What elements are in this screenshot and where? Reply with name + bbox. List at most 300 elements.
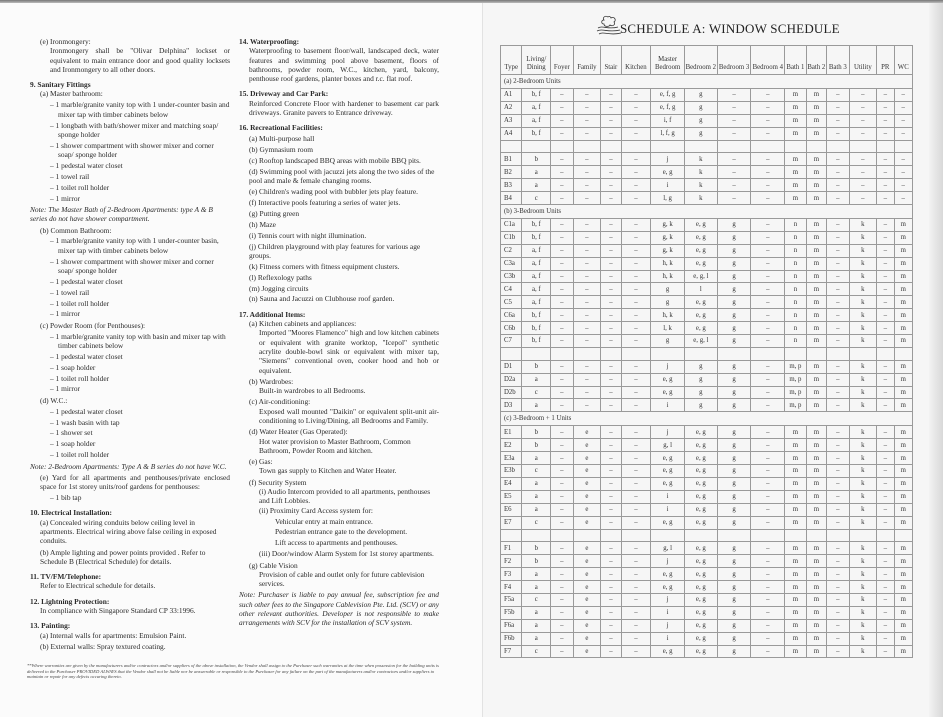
table-cell: m	[894, 335, 912, 348]
table-cell: n	[785, 283, 806, 296]
aircon-text: Exposed wall mounted "Daikin" or equivalent split-unit air-conditioning to Living/Dining, all Bedrooms and Family.	[259, 406, 439, 425]
table-cell: –	[751, 477, 785, 490]
table-cell: –	[877, 399, 894, 412]
table-cell: –	[877, 89, 894, 102]
table-cell: –	[827, 127, 849, 140]
table-cell: –	[877, 296, 894, 309]
table-cell: j	[651, 426, 685, 439]
table-cell: –	[827, 490, 849, 503]
table-cell: g	[717, 219, 751, 232]
table-cell: m	[785, 555, 806, 568]
table-cell: –	[573, 296, 601, 309]
table-cell: –	[751, 322, 785, 335]
table-cell: b	[522, 153, 551, 166]
type-cell: C6a	[501, 309, 522, 322]
table-row	[501, 386, 913, 399]
table-cell: –	[573, 166, 601, 179]
type-cell: A2	[501, 101, 522, 114]
table-cell: –	[621, 360, 651, 373]
list-item: – 1 shower compartment with shower mixer and corner soap/ sponge holder	[30, 257, 230, 276]
table-cell: k	[849, 465, 877, 478]
table-cell: m	[806, 309, 826, 322]
table-cell: e	[573, 606, 601, 619]
type-cell: C7	[501, 335, 522, 348]
table-cell: –	[877, 568, 894, 581]
table-cell: m	[894, 244, 912, 257]
table-cell: j	[651, 555, 685, 568]
table-cell: e, g	[684, 568, 717, 581]
table-cell	[785, 529, 806, 542]
table-cell: g	[717, 490, 751, 503]
table-cell	[651, 347, 685, 360]
table-cell: –	[877, 127, 894, 140]
table-cell: e, g	[651, 166, 685, 179]
table-cell: m, p	[785, 373, 806, 386]
table-cell: b, f	[522, 89, 551, 102]
table-cell: m	[785, 490, 806, 503]
table-cell: –	[751, 516, 785, 529]
column-header: Bath 2	[806, 46, 826, 75]
table-cell: e	[573, 581, 601, 594]
table-cell: –	[751, 283, 785, 296]
type-cell: E5	[501, 490, 522, 503]
list-item: – 1 towel rail	[30, 172, 230, 181]
table-cell: e, g	[684, 581, 717, 594]
table-cell: e	[573, 452, 601, 465]
cable-heading: (g) Cable Vision	[249, 560, 298, 570]
group-label: (c) 3-Bedroom + 1 Units	[501, 412, 913, 426]
wc-note: Note: 2-Bedroom Apartments: Type A & B series do not have W.C.	[30, 461, 227, 471]
group-row	[501, 75, 913, 89]
table-cell: –	[573, 89, 601, 102]
table-cell	[849, 140, 877, 153]
table-cell: –	[827, 465, 849, 478]
table-cell: –	[849, 153, 877, 166]
table-cell: m	[894, 477, 912, 490]
table-cell: –	[573, 257, 601, 270]
list-item: (i) Tennis court with night illumination.	[249, 230, 367, 240]
table-cell: g	[684, 114, 717, 127]
table-cell: –	[717, 127, 751, 140]
table-cell: c	[522, 516, 551, 529]
table-cell: –	[751, 219, 785, 232]
table-cell: e, f, g	[651, 89, 685, 102]
table-cell: –	[551, 153, 573, 166]
painting-title: 13. Painting:	[30, 621, 71, 631]
table-cell: j	[651, 619, 685, 632]
table-cell: a, f	[522, 270, 551, 283]
table-row	[501, 439, 913, 452]
table-cell: b, f	[522, 231, 551, 244]
table-cell: m	[806, 219, 826, 232]
warranty-footnote: **Where warranties are given by the manufacturers and/or contractors and/or suppliers of the above installation, the Vendor shall assign to the Purchaser such warranties at the time when possession for the building units is delivered to the Purchaser PROVIDED ALWAYS that the Vendor shall not be liable nor be answerable or responsible to the Purchaser for any failure on the part of the manufacturers and/or contractors and/or suppliers to maintain or repair for any defects occuring thereto.	[27, 663, 439, 680]
table-cell: –	[717, 89, 751, 102]
table-cell: m	[894, 296, 912, 309]
wc-heading: (d) W.C.:	[40, 395, 68, 405]
list-item: – 1 mirror	[30, 194, 230, 203]
table-cell: –	[751, 632, 785, 645]
table-cell: –	[621, 270, 651, 283]
table-cell: –	[551, 593, 573, 606]
table-cell: –	[751, 192, 785, 205]
kitchen-heading: (a) Kitchen cabinets and appliances:	[249, 319, 357, 329]
table-cell: –	[601, 399, 621, 412]
table-cell: m	[806, 373, 826, 386]
table-row	[501, 542, 913, 555]
table-cell: –	[601, 373, 621, 386]
table-cell	[877, 140, 894, 153]
table-row	[501, 101, 913, 114]
table-cell: –	[877, 593, 894, 606]
table-cell: e	[573, 503, 601, 516]
table-cell: e, g	[684, 516, 717, 529]
table-cell: –	[877, 477, 894, 490]
tv-text: Refer to Electrical schedule for details.	[40, 581, 156, 591]
table-cell: –	[601, 568, 621, 581]
table-cell: –	[877, 101, 894, 114]
table-cell	[877, 529, 894, 542]
table-cell: n	[785, 309, 806, 322]
type-cell: F5b	[501, 606, 522, 619]
table-cell: m	[806, 542, 826, 555]
table-cell: –	[877, 309, 894, 322]
table-cell: –	[849, 101, 877, 114]
table-cell: –	[827, 373, 849, 386]
table-cell: –	[573, 360, 601, 373]
table-cell: –	[877, 257, 894, 270]
table-cell: k	[849, 452, 877, 465]
table-row	[501, 335, 913, 348]
table-cell: –	[601, 632, 621, 645]
table-cell: k	[849, 219, 877, 232]
table-cell: g	[717, 296, 751, 309]
table-cell: –	[717, 192, 751, 205]
table-cell: e, g	[684, 439, 717, 452]
cablevision-note: Note: Purchaser is liable to pay annual fee, subscription fee and such other fees to the Singapore Cablevision Pte. Ltd. (SCV) or any other relevant authorities. Developer is not responsible to make arrangements with SCV for the installation of SCV system.	[239, 590, 439, 628]
table-cell: m	[894, 516, 912, 529]
table-cell: –	[601, 335, 621, 348]
security-iii: (iii) Door/window Alarm System for 1st storey apartments.	[259, 549, 434, 559]
table-cell: –	[621, 322, 651, 335]
type-cell: F4	[501, 581, 522, 594]
table-cell: –	[601, 360, 621, 373]
table-cell: m	[894, 231, 912, 244]
table-cell: e, g	[684, 465, 717, 478]
table-cell: –	[751, 309, 785, 322]
table-cell: k	[684, 192, 717, 205]
table-cell: m	[806, 426, 826, 439]
table-cell: k	[849, 581, 877, 594]
table-cell: m	[806, 465, 826, 478]
table-cell	[806, 529, 826, 542]
table-cell: m	[894, 219, 912, 232]
table-cell: e, g	[684, 296, 717, 309]
type-cell: F3	[501, 568, 522, 581]
table-cell: –	[751, 360, 785, 373]
table-cell: –	[894, 101, 912, 114]
table-row	[501, 153, 913, 166]
table-cell: –	[751, 257, 785, 270]
type-cell: C6b	[501, 322, 522, 335]
table-cell: k	[849, 555, 877, 568]
table-cell: g	[684, 373, 717, 386]
table-cell: c	[522, 192, 551, 205]
table-cell: e, g	[651, 581, 685, 594]
list-item: (j) Children playground with play features for various age groups.	[249, 241, 421, 260]
table-cell: m	[806, 270, 826, 283]
table-cell: m	[785, 477, 806, 490]
table-row	[501, 360, 913, 373]
table-cell: a	[522, 179, 551, 192]
table-cell: m	[806, 581, 826, 594]
schedule-title: SCHEDULE A: WINDOW SCHEDULE	[620, 21, 840, 36]
table-cell: m	[785, 166, 806, 179]
type-cell: F6b	[501, 632, 522, 645]
table-cell: –	[551, 503, 573, 516]
table-cell: –	[751, 89, 785, 102]
table-cell: –	[621, 89, 651, 102]
table-cell: g	[651, 283, 685, 296]
table-cell: a, f	[522, 257, 551, 270]
table-cell: e, g	[684, 309, 717, 322]
table-cell: –	[877, 231, 894, 244]
table-row	[501, 231, 913, 244]
table-cell: –	[827, 244, 849, 257]
table-cell: –	[877, 360, 894, 373]
table-cell: –	[621, 153, 651, 166]
table-cell: –	[827, 360, 849, 373]
table-cell: –	[877, 555, 894, 568]
table-cell	[827, 347, 849, 360]
table-cell: –	[894, 179, 912, 192]
table-cell: m	[894, 373, 912, 386]
table-cell: m	[894, 399, 912, 412]
table-cell: –	[717, 114, 751, 127]
table-cell: k	[849, 439, 877, 452]
electrical-a: (a) Concealed wiring conduits below ceiling level in apartments. Electrical wiring above false ceiling in exposed conduits.	[40, 517, 217, 546]
table-row	[501, 166, 913, 179]
type-cell: E7	[501, 516, 522, 529]
type-cell: D1	[501, 360, 522, 373]
table-cell: –	[551, 101, 573, 114]
table-cell: –	[551, 231, 573, 244]
table-cell: g	[717, 606, 751, 619]
table-cell: –	[751, 490, 785, 503]
spacer-row	[501, 347, 913, 360]
table-cell: –	[877, 179, 894, 192]
table-cell	[573, 140, 601, 153]
common-bath-heading: (b) Common Bathroom:	[40, 225, 112, 235]
painting-b: (b) External walls: Spray textured coating.	[40, 641, 166, 651]
table-cell: g	[717, 581, 751, 594]
table-cell: m	[785, 593, 806, 606]
table-cell: –	[601, 231, 621, 244]
table-cell: l, f, g	[651, 127, 685, 140]
table-cell: k	[849, 309, 877, 322]
table-cell: –	[601, 581, 621, 594]
table-cell: –	[601, 283, 621, 296]
list-item: (l) Reflexology paths	[249, 272, 312, 282]
table-cell: –	[751, 542, 785, 555]
table-cell: m	[806, 231, 826, 244]
table-cell: –	[573, 373, 601, 386]
table-cell: –	[751, 452, 785, 465]
table-cell: k	[849, 399, 877, 412]
table-cell: e, f, g	[651, 101, 685, 114]
table-cell: m	[806, 166, 826, 179]
list-item: – 1 marble/granite vanity top with 1 under-counter basin, mixer tap with timber cabinets below	[30, 236, 230, 255]
painting-a: (a) Internal walls for apartments: Emulsion Paint.	[40, 630, 187, 640]
table-cell: –	[601, 386, 621, 399]
table-row	[501, 322, 913, 335]
table-row	[501, 619, 913, 632]
table-cell: m	[894, 322, 912, 335]
table-cell: –	[551, 373, 573, 386]
table-cell: –	[573, 127, 601, 140]
electrical-b: (b) Ample lighting and power points provided . Refer to Schedule B (Electrical Schedule) for details.	[40, 547, 206, 566]
table-cell: g	[684, 360, 717, 373]
table-cell: –	[877, 373, 894, 386]
type-cell: C1b	[501, 231, 522, 244]
table-cell: –	[551, 114, 573, 127]
table-cell: e	[573, 555, 601, 568]
table-cell: m	[806, 568, 826, 581]
list-item: – 1 shower set	[30, 428, 230, 437]
table-cell: k	[849, 244, 877, 257]
table-cell: b, f	[522, 335, 551, 348]
wardrobes-heading: (b) Wardrobes:	[249, 376, 294, 386]
table-row	[501, 89, 913, 102]
table-cell: –	[827, 270, 849, 283]
table-cell: –	[621, 127, 651, 140]
table-cell: a	[522, 477, 551, 490]
table-cell: –	[551, 257, 573, 270]
table-row	[501, 632, 913, 645]
table-cell: –	[621, 244, 651, 257]
column-header: Bath 1	[785, 46, 806, 75]
table-cell: –	[601, 490, 621, 503]
table-cell: b, f	[522, 219, 551, 232]
driveway-text: Reinforced Concrete Floor with hardener to basement car park driveways. Granite pavers to Entrance driveway.	[249, 98, 439, 118]
table-cell: –	[827, 645, 849, 658]
table-cell: –	[621, 439, 651, 452]
schedule-header	[596, 14, 856, 38]
type-cell: C1a	[501, 219, 522, 232]
list-item: (g) Putting green	[249, 208, 300, 218]
table-cell: m	[894, 619, 912, 632]
table-cell: k	[849, 426, 877, 439]
table-cell: –	[877, 283, 894, 296]
table-cell: m	[806, 153, 826, 166]
table-cell: –	[621, 114, 651, 127]
table-cell: –	[827, 89, 849, 102]
table-cell: m	[806, 386, 826, 399]
lightning-title: 12. Lightning Protection:	[30, 596, 110, 606]
table-cell: a	[522, 503, 551, 516]
list-item: – 1 marble/granite vanity top with 1 under-counter basin and mixer tap with timber cabinets below	[30, 100, 230, 119]
table-cell: g, k	[651, 231, 685, 244]
table-cell: c	[522, 593, 551, 606]
table-cell: –	[621, 606, 651, 619]
table-cell: –	[621, 490, 651, 503]
table-row	[501, 257, 913, 270]
waterproofing-title: 14. Waterproofing:	[239, 37, 300, 46]
type-cell: C4	[501, 283, 522, 296]
table-cell: –	[751, 166, 785, 179]
table-cell: –	[827, 542, 849, 555]
table-cell: k	[849, 386, 877, 399]
table-cell: j	[651, 593, 685, 606]
table-cell: m	[894, 645, 912, 658]
list-item: – 1 toilet roll holder	[30, 299, 230, 308]
table-cell: m	[894, 360, 912, 373]
table-cell: g	[717, 593, 751, 606]
table-cell: k	[849, 593, 877, 606]
table-cell: –	[827, 231, 849, 244]
table-cell: –	[601, 452, 621, 465]
table-cell: –	[601, 542, 621, 555]
table-cell: –	[877, 244, 894, 257]
table-cell	[621, 347, 651, 360]
sanitary-title: 9. Sanitary Fittings	[30, 80, 91, 90]
table-cell: m	[806, 360, 826, 373]
table-cell: –	[573, 231, 601, 244]
table-cell: m	[785, 619, 806, 632]
table-row	[501, 503, 913, 516]
type-cell: C5	[501, 296, 522, 309]
table-cell: k	[684, 179, 717, 192]
table-cell: –	[601, 309, 621, 322]
table-cell: –	[877, 581, 894, 594]
table-cell: g	[684, 386, 717, 399]
type-cell: F6a	[501, 619, 522, 632]
table-cell: –	[551, 452, 573, 465]
list-item: – 1 soap holder	[30, 439, 230, 448]
table-cell: g, k	[651, 219, 685, 232]
table-cell: –	[551, 270, 573, 283]
table-cell: –	[827, 593, 849, 606]
table-row	[501, 452, 913, 465]
table-cell: –	[551, 335, 573, 348]
list-item: (d) Swimming pool with jacuzzi jets along the two sides of the pool and male & female changing rooms.	[249, 166, 435, 186]
table-cell: –	[601, 153, 621, 166]
table-cell: –	[621, 283, 651, 296]
master-bath-note: Note: The Master Bath of 2-Bedroom Apartments: type A & B series do not have shower compartment.	[30, 204, 213, 224]
table-cell: k	[849, 283, 877, 296]
table-cell	[751, 347, 785, 360]
table-cell: –	[601, 244, 621, 257]
column-header: Family	[573, 46, 601, 75]
column-header: Bedroom 2	[684, 46, 717, 75]
table-cell: –	[621, 257, 651, 270]
table-cell: k	[849, 542, 877, 555]
table-row	[501, 179, 913, 192]
table-cell: k	[849, 516, 877, 529]
table-cell: –	[621, 632, 651, 645]
table-cell: –	[551, 322, 573, 335]
table-cell	[651, 529, 685, 542]
table-cell: –	[827, 322, 849, 335]
table-cell: –	[551, 477, 573, 490]
list-item: Pedestrian entrance gate to the development.	[275, 527, 408, 537]
table-cell: e, g	[684, 645, 717, 658]
table-cell: m	[785, 89, 806, 102]
table-cell: –	[827, 568, 849, 581]
table-cell: k	[849, 257, 877, 270]
spacer-row	[501, 140, 913, 153]
table-cell: g	[717, 516, 751, 529]
type-cell: D2a	[501, 373, 522, 386]
